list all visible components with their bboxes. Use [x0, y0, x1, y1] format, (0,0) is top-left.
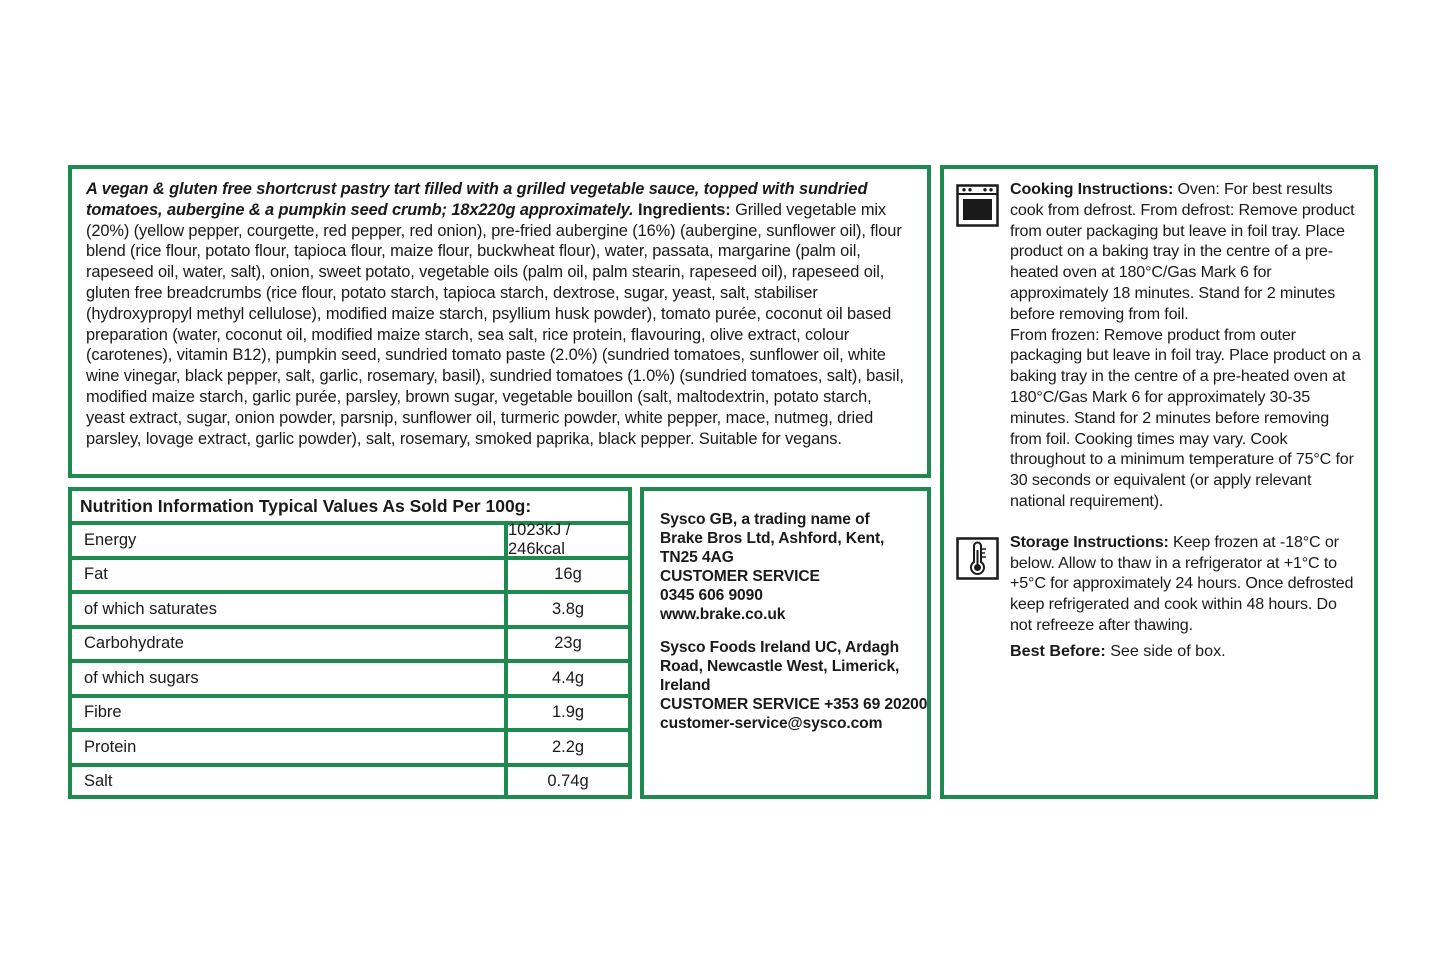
contact-gb-website: www.brake.co.uk: [660, 605, 786, 623]
nutrition-title: Nutrition Information Typical Values As Sold Per 100g:: [72, 491, 628, 525]
ingredients-panel: [68, 165, 931, 478]
nutrition-table: [68, 487, 632, 799]
nutrient-value: 0.74g: [547, 772, 589, 791]
contact-gb-line: Brake Bros Ltd, Ashford, Kent,: [660, 529, 885, 547]
product-description: A vegan & gluten free shortcrust pastry tart filled with a grilled vegetable sauce, topped with sundried tomatoes, aubergine & a pumpkin seed crumb; 18x220g approximately.: [86, 180, 868, 219]
table-row: [72, 625, 628, 660]
contact-ie-email: customer-service@sysco.com: [660, 715, 883, 733]
nutrient-name: of which saturates: [72, 594, 508, 625]
cooking-label: Cooking Instructions:: [1010, 180, 1174, 198]
nutrient-value: 1023kJ / 246kcal: [508, 521, 571, 559]
best-before: [1010, 641, 1362, 662]
cooking-defrost-text: Oven: For best results cook from defrost. From defrost: Remove product from outer packaging but leave in foil tray. Place product on a baking tray in the centre of a pre-heated oven at 180°C/Gas Mark 6 for approximately 18 minutes. Stand for 2 minutes before removing from foil.: [1010, 180, 1355, 323]
storage-label: Storage Instructions:: [1010, 532, 1169, 551]
oven-icon: [956, 184, 999, 227]
storage-section: [956, 532, 1362, 636]
nutrient-value: 4.4g: [551, 668, 585, 687]
nutrient-value: 3.8g: [551, 599, 585, 618]
nutrition-rows: [72, 521, 628, 795]
nutrient-name: Carbohydrate: [72, 629, 508, 660]
nutrient-value: 23g: [554, 634, 582, 653]
best-before-label: Best Before:: [1010, 641, 1106, 660]
contact-ie-line: Sysco Foods Ireland UC, Ardagh: [660, 639, 900, 657]
ingredients-label: Ingredients:: [637, 200, 731, 219]
thermometer-icon: [956, 537, 999, 580]
contact-panel: [640, 487, 931, 799]
contact-gb-line: TN25 4AG: [660, 548, 734, 566]
nutrient-name: Salt: [72, 767, 508, 798]
table-row: [72, 694, 628, 729]
contact-gb-phone: 0345 606 9090: [660, 586, 763, 604]
contact-ie-phone: CUSTOMER SERVICE +353 69 20200: [660, 696, 928, 714]
nutrient-value: 16g: [554, 565, 582, 584]
nutrient-name: of which sugars: [72, 663, 508, 694]
ingredients-paragraph: [86, 179, 913, 449]
nutrient-value: 1.9g: [551, 703, 585, 722]
contact-gb-line: Sysco GB, a trading name of: [660, 511, 870, 528]
contact-ie-line: Road, Newcastle West, Limerick,: [660, 658, 900, 676]
contact-ie-line: Ireland: [660, 677, 711, 695]
storage-text: Keep frozen at -18°C or below. Allow to thaw in a refrigerator at +1°C to +5°C for approximately 24 hours. Once defrosted keep refrigerated and cook within 48 hours. Do not refreeze after thawing.: [1010, 532, 1354, 634]
contact-gb-line: CUSTOMER SERVICE: [660, 567, 820, 585]
table-row: [72, 556, 628, 591]
nutrient-name: Energy: [72, 525, 508, 556]
cooking-frozen-text: From frozen: Remove product from outer packaging but leave in foil tray. Place product on a baking tray in the centre of a pre-heated oven at 180°C/Gas Mark 6 for approximately 30-35 minutes. Stand for 2 minutes before removing from foil. Cooking times may vary. Cook throughout to a minimum temperature of 75°C for 30 seconds or equivalent (or apply relevant national requirement).: [1010, 325, 1361, 510]
table-row: [72, 728, 628, 763]
cooking-section: [956, 179, 1362, 512]
table-row: [72, 590, 628, 625]
table-row: [72, 521, 628, 559]
ingredients-list: Grilled vegetable mix (20%) (yellow pepper, courgette, red pepper, red onion), pre-fried aubergine (16%) (aubergine, sunflower oil), flour blend (rice flour, potato flour, tapioca flour, maize flour, buckwheat flour), water, passata, margarine (palm oil, rapeseed oil, water, salt), onion, sweet potato, vegetable oils (palm oil, palm stearin, rapeseed oil), rapeseed oil, gluten free breadcrumbs (rice flour, potato starch, tapioca starch, dextrose, sugar, yeast, salt, stabiliser (hydroxypropyl methyl cellulose), modified maize starch, psyllium husk powder), tomato purée, coconut oil based preparation (water, coconut oil, modified maize starch, sea salt, rice protein, flavouring, olive extract, colour (carotenes), vitamin B12), pumpkin seed, sundried tomato paste (2.0%) (sundried tomatoes, sunflower oil, white wine vinegar, black pepper, salt, garlic, rosemary, basil), sundried tomatoes (1.0%) (sundried tomatoes, salt), basil, modified maize starch, garlic purée, parsley, brown sugar, vegetable bouillon (salt, maltodextrin, potato starch, yeast extract, sugar, onion powder, parsnip, sunflower oil, turmeric powder, white pepper, mace, nutmeg, dried parsley, lovage extract, garlic powder), salt, rosemary, smoked paprika, black pepper. Suitable for vegans.: [86, 200, 904, 448]
table-row: [72, 659, 628, 694]
table-row: [72, 763, 628, 798]
nutrient-name: Fat: [72, 560, 508, 591]
nutrient-name: Fibre: [72, 698, 508, 729]
nutrient-value: 2.2g: [551, 737, 585, 756]
best-before-text: See side of box.: [1110, 641, 1226, 660]
instructions-panel: [940, 165, 1378, 799]
nutrient-name: Protein: [72, 732, 508, 763]
